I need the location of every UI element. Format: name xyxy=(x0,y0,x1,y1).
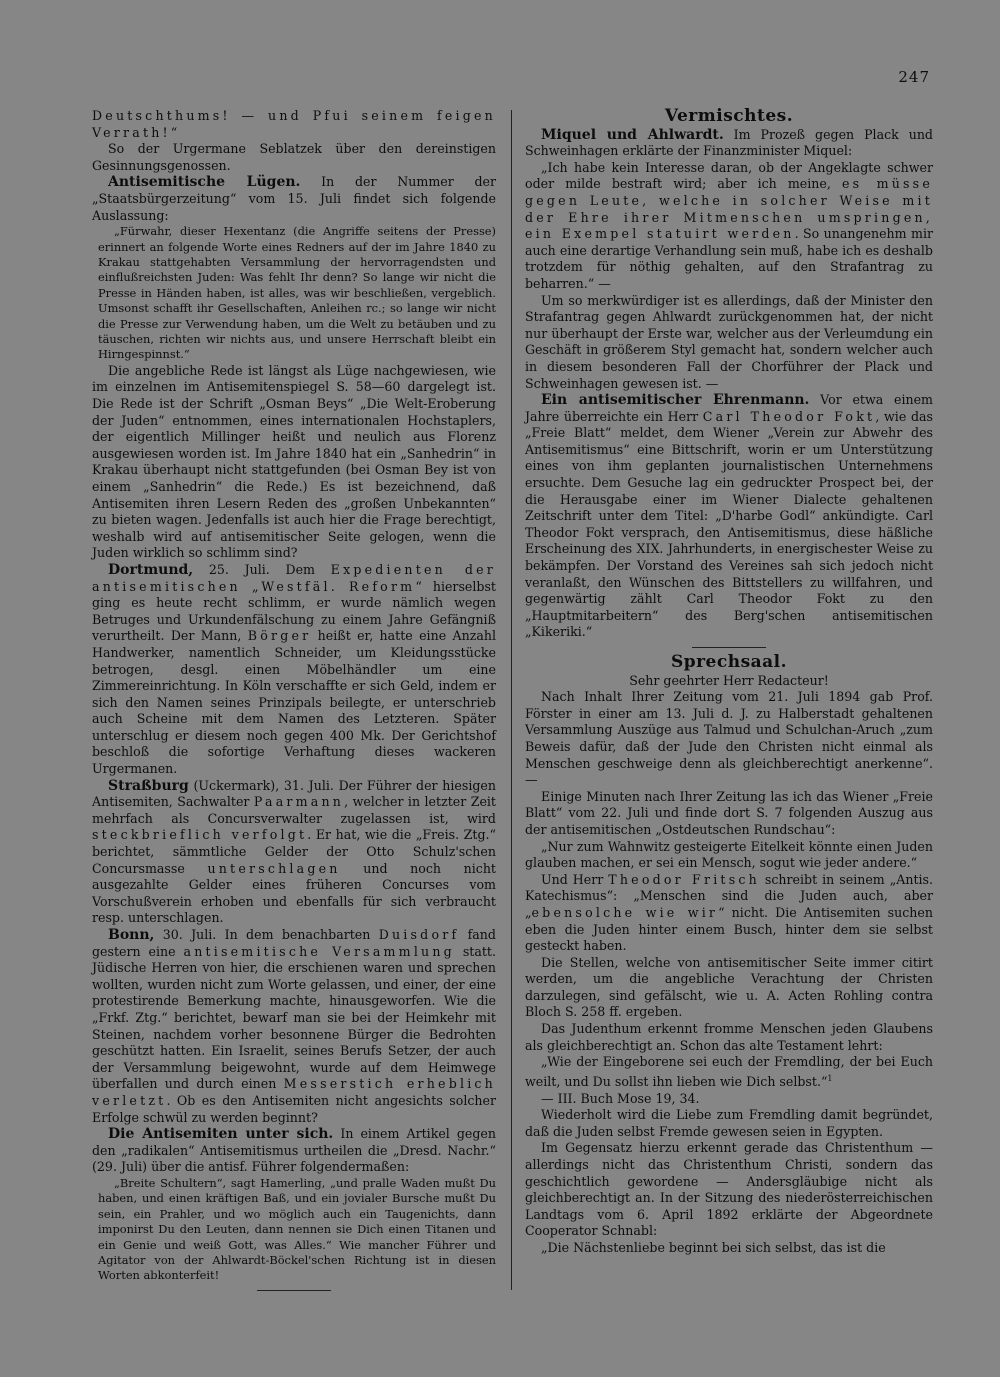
paragraph: Die Stellen, welche von antisemitischer Seite immer citirt werden, um die angebliche Verachtung der Christen darzulegen, sind gefälscht, wie u. A. Acten Rohling contra Bloch S. 258 ff. ergeben. xyxy=(525,954,933,1020)
section-divider xyxy=(257,1290,331,1291)
article-antisemiten-unter-sich: Die Antisemiten unter sich. In einem Artikel gegen den „radikalen“ Antisemitismus urtheilen die „Dresd. Nachr.“ (29. Juli) über die antisf. Führer folgendermaßen: xyxy=(92,1126,496,1175)
block-quote: „Die Nächstenliebe beginnt bei sich selbst, das ist die xyxy=(541,1239,886,1255)
paragraph: Im Gegensatz hierzu erkennt gerade das Christenthum — allerdings nicht das Christenthum Christi, sondern das geschichtlich gewordene — Andersgläubige nicht als gleichberechtigt an. In der Sitzung des niederösterreichischen Landtags vom 6. April 1892 erklärte der Abgeordnete Cooperator Schnabl: xyxy=(525,1140,933,1239)
page-number: 247 xyxy=(898,68,930,86)
paragraph-seblatzek: So der Urgermane Seblatzek über den dereinstigen Gesinnungsgenossen. xyxy=(92,141,496,173)
article-lead: Miquel und Ahlwardt. xyxy=(541,126,724,143)
footnote-marker: 1 xyxy=(827,1073,833,1083)
paragraph: Einige Minuten nach Ihrer Zeitung las ich das Wiener „Freie Blatt“ vom 22. Juli und finde dort S. 7 folgenden Auszug aus der antisemitischen „Ostdeutschen Rundschau“: xyxy=(525,788,933,837)
block-quote: „Fürwahr, dieser Hexentanz (die Angriffe seitens der Presse) erinnert an folgende Worte eines Redners auf der im Jahre 1840 zu Krakau stattgehabten Versammlung der hervorragendsten und einflußreichsten Juden: Was fehlt Ihr denn? So lange wir nicht die Presse in Händen haben, ist alles, was wir beschließen, vergeblich. Umsonst schafft ihr Gesellschaften, Anleihen rc.; so lange wir nicht die Presse zur Verwendung haben, um die Welt zu betäuben und zu täuschen, richten wir nichts aus, und unsere Herrschaft bleibt ein Hirngespinnst.“ xyxy=(98,224,496,362)
block-quote: „Ich habe kein Interesse daran, ob der Angeklagte schwer oder milde bestraft wird; aber ich meine, es müsse gegen Leute, welche in solcher Weise mit der Ehre ihrer Mitmenschen umspringen, ein Exempel statuirt werden. So unangenehm mir auch eine derartige Verhandlung sein muß, habe ich es deshalb trotzdem für nöthig gehalten, auf den Strafantrag zu beharren.“ — xyxy=(525,159,933,291)
block-quote: „Nur zum Wahnwitz gesteigerte Eitelkeit könnte einen Juden glauben machen, er sei ein Mensch, sogut wie jeder andere.“ xyxy=(525,838,933,871)
salutation: Sehr geehrter Herr Redacteur! xyxy=(629,672,829,688)
article-lead: Bonn, xyxy=(108,927,155,943)
section-heading-vermischtes: Vermischtes. xyxy=(664,106,794,126)
article-lead: Antisemitische Lügen. xyxy=(108,174,301,191)
block-quote: „Wie der Eingeborene sei euch der Fremdling, der bei Euch weilt, und Du sollst ihn lieben wie Dich selbst.“$^1$ xyxy=(525,1054,933,1090)
article-lead: Dortmund, xyxy=(108,561,194,578)
left-column xyxy=(92,108,496,1297)
article-antisemitische-luegen: Antisemitische Lügen. In der Nummer der „Staatsbürgerzeitung“ vom 15. Juli findet sich folgende Auslassung: xyxy=(92,174,497,223)
article-dortmund: Dortmund, 25. Juli. Dem Expedienten der antisemitischen „Westfäl. Reform“ hierselbst ging es heute recht schlimm, er wurde nämlich wegen Betruges und Urkundenfälschung zu einem Jahre Gefängniß verurtheilt. Der Mann, Börger heißt er, hatte eine Anzahl Handwerker, namentlich Schneider, um Kleidungsstücke betrogen, desgl. einen Möbelhändler um eine Zimmereinrichtung. In Köln verschaffte er sich Geld, indem er sich den Namen seines Prinzipals beilegte, er unterschrieb auch Scheine mit dem Namen des Letzteren. Später unterschlug er diesem noch gegen 400 Mk. Der Gerichtshof beschloß die sofortige Verhaftung dieses wackeren Urgermanen. xyxy=(92,561,496,777)
paragraph: Um so merkwürdiger ist es allerdings, daß der Minister den Strafantrag gegen Ahlwardt zurückgenommen hat, der nicht nur überhaupt der Erste war, welcher aus der Verleumdung ein Geschäft in größerem Styl gemacht hat, sondern welcher auch in diesem besonderen Fall der Chorführer der Plack und Schweinhagen gewesen ist. — xyxy=(525,292,933,391)
paragraph: Das Judenthum erkennt fromme Menschen jeden Glaubens als gleichberechtigt an. Schon das alte Testament lehrt: xyxy=(525,1021,933,1053)
article-ehrenmann: Ein antisemitischer Ehrenmann. Vor etwa einem Jahre überreichte ein Herr Carl Theodor Fokt, wie das „Freie Blatt“ meldet, dem Wiener „Verein zur Abwehr des Antisemitismus“ eine Bittschrift, worin er um Unterstützung eines von ihm geplanten journalistischen Unternehmens ersuchte. Dem Gesuche lag ein gedruckter Prospect bei, der die Herausgabe einer im Wiener Dialecte gehaltenen Zeitschrift unter dem Titel: „D'harbe Godl“ ankündigte. Carl Theodor Fokt versprach, den Antisemitismus, diese häßliche Erscheinung des XIX. Jahrhunderts, in energischester Weise zu bekämpfen. Der Vorstand des Vereines sah sich jedoch nicht veranlaßt, den Wünschen des Bittstellers zu willfahren, und gegenwärtig zählt Carl Theodor Fokt zu den „Hauptmitarbeitern“ des Berg'schen antisemitischen „Kikeriki.“ xyxy=(525,392,933,640)
block-quote: „Breite Schultern“, sagt Hamerling, „und pralle Waden mußt Du haben, und einen kräftigen Baß, und ein jovialer Bursche mußt Du sein, ein Prahler, und wo möglich auch ein Taugenichts, dann imponirst Du den Leuten, dann nennen sie Dich einen Titanen und ein Genie und weiß Gott, was Alles.“ Wie mancher Führer und Agitator von der Ahlwardt-Böckel'schen Richtung ist in diesen Worten abkonterfeit! xyxy=(98,1175,496,1283)
article-strassburg: Straßburg (Uckermark), 31. Juli. Der Führer der hiesigen Antisemiten, Sachwalter Paarmann, welcher in letzter Zeit mehrfach als Concursverwalter zugelassen ist, wird steckbrieflich verfolgt. Er hat, wie die „Freis. Ztg.“ berichtet, sämmtliche Gelder der Otto Schulz'schen Concursmasse unterschlagen und noch nicht ausgezahlte Gelder eines früheren Concurses vom Vorschußverein erhoben und ebenfalls für sich verbraucht resp. unterschlagen. xyxy=(92,777,496,926)
paragraph: Wiederholt wird die Liebe zum Fremdling damit begründet, daß die Juden selbst Fremde gewesen seien in Egypten. xyxy=(525,1107,933,1139)
paragraph: Nach Inhalt Ihrer Zeitung vom 21. Juli 1894 gab Prof. Förster in einer am 13. Juli d. J. zu Halberstadt gehaltenen Versammlung Auszüge aus Talmud und Schulchan-Aruch „zum Beweis dafür, daß der Jude den Christen nicht einmal als Menschen geschweige denn als gleichberechtigt anerkenne“. — xyxy=(525,689,933,788)
right-column xyxy=(525,108,933,1257)
paragraph-deutschthums: Deutschthums! — und Pfui seinem feigen Verrath!“ xyxy=(92,108,496,140)
paragraph: Die angebliche Rede ist längst als Lüge nachgewiesen, wie im einzelnen im Antisemitenspiegel S. 58—60 dargelegt ist. Die Rede ist der Schrift „Osman Beys“ „Die Welt-Eroberung der Juden“ entnommen, eines internationalen Hochstaplers, der eigentlich Millinger heißt und neulich aus Florenz ausgewiesen worden ist. Im Jahre 1840 hat ein „Sanhedrin“ in Krakau überhaupt nicht stattgefunden (bei Osman Bey ist von einem „Sanhedrin“ die Rede.) Es ist bezeichnend, daß Antisemiten ihren Lesern Reden des „großen Unbekannten“ zu bieten wagen. Jedenfalls ist auch hier die Frage berechtigt, weshalb wird auf antisemitischer Seite gelogen, wenn die Juden wirklich so schlimm sind? xyxy=(92,362,496,561)
article-lead: Straßburg xyxy=(108,777,189,794)
article-miquel: Miquel und Ahlwardt. Im Prozeß gegen Plack und Schweinhagen erklärte der Finanzminister Miquel: xyxy=(525,126,933,159)
quote-reference: — III. Buch Mose 19, 34. xyxy=(541,1090,700,1106)
section-divider xyxy=(692,647,766,648)
article-lead: Die Antisemiten unter sich. xyxy=(108,1126,334,1143)
article-lead: Ein antisemitischer Ehrenmann. xyxy=(541,392,810,409)
paragraph-fritsch: Und Herr Theodor Fritsch schreibt in seinem „Antis. Katechismus“: „Menschen sind die Juden auch, aber „ebensolche wie wir“ nicht. Die Antisemiten suchen eben die Juden hinter einem Busch, hinter dem sie selbst gesteckt haben. xyxy=(525,871,933,954)
article-bonn: Bonn, 30. Juli. In dem benachbarten Duisdorf fand gestern eine antisemitische Versammlung statt. Jüdische Herren von hier, die erschienen waren und sprechen wollten, wurden nicht zum Worte gelassen, und einer, der eine protestirende Bemerkung machte, hinausgeworfen. Wie die „Frkf. Ztg.“ berichtet, bewarf man sie bei der Heimkehr mit Steinen, nachdem vorher besonnene Bürger die Bedrohten geschützt hatten. Ein Israelit, seines Berufs Setzer, der auch der Versammlung beigewohnt, wurde auf dem Heimwege überfallen und durch einen Messerstich erheblich verletzt. Ob es den Antisemiten nicht angesichts solcher Erfolge schwül zu werden beginnt? xyxy=(92,927,496,1125)
column-rule xyxy=(511,110,512,1290)
section-heading-sprechsaal: Sprechsaal. xyxy=(670,652,788,672)
